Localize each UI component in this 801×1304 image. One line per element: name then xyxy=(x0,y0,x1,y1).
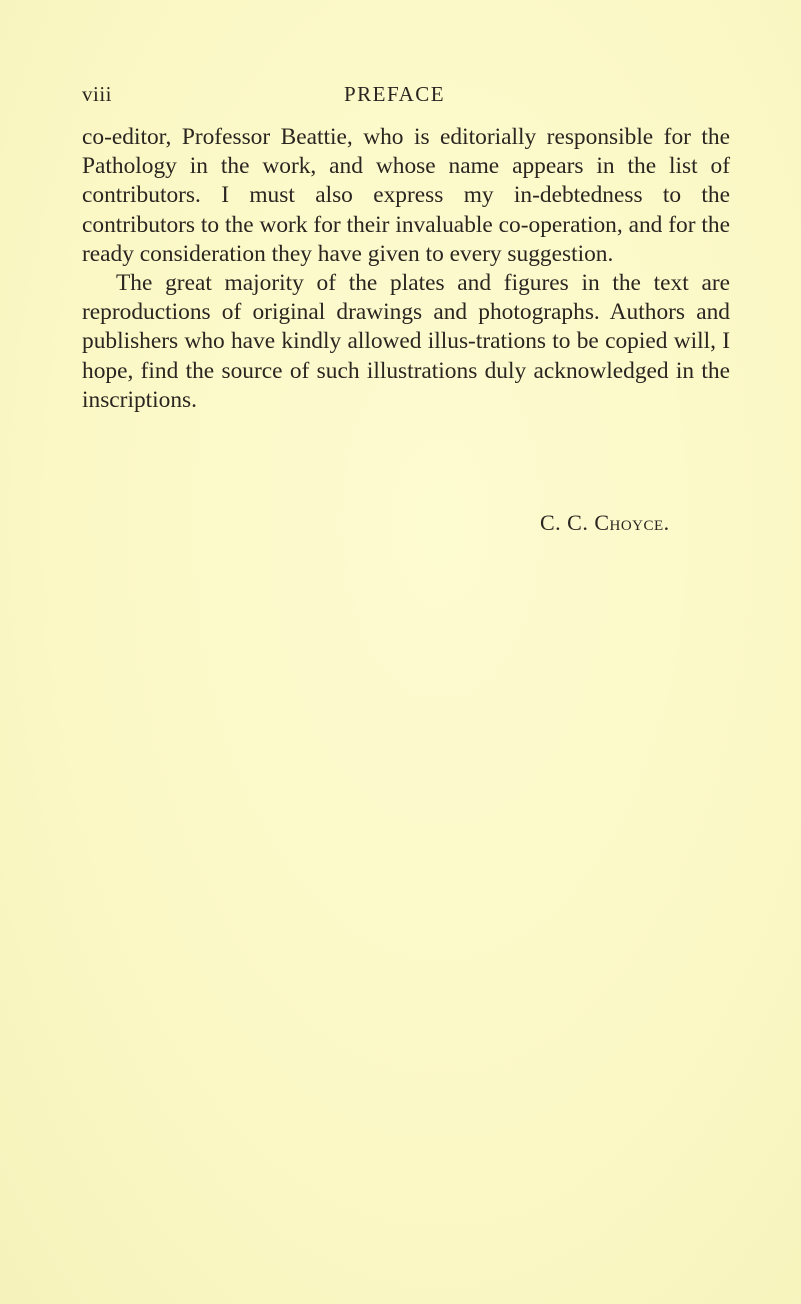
paragraph: co-editor, Professor Beattie, who is editorially responsible for the Pathology in the work, and whose name appears in the list of contributors. I must also express my in-debtedness to the contributors to the work for their invaluable co-operation, and for the ready consideration they have given to every suggestion. xyxy=(82,124,730,267)
page-header xyxy=(82,82,722,110)
author-signature: C. C. Choyce. xyxy=(540,510,670,535)
preface-body xyxy=(82,123,730,415)
running-head: PREFACE xyxy=(344,82,446,106)
page-number: viii xyxy=(82,82,113,106)
paragraph: The great majority of the plates and figures in the text are reproductions of original drawings and photographs. Authors and publishers who have kindly allowed illus-trations to be copied will, I hope, find the source of such illustrations duly acknowledged in the inscriptions. xyxy=(82,270,730,413)
